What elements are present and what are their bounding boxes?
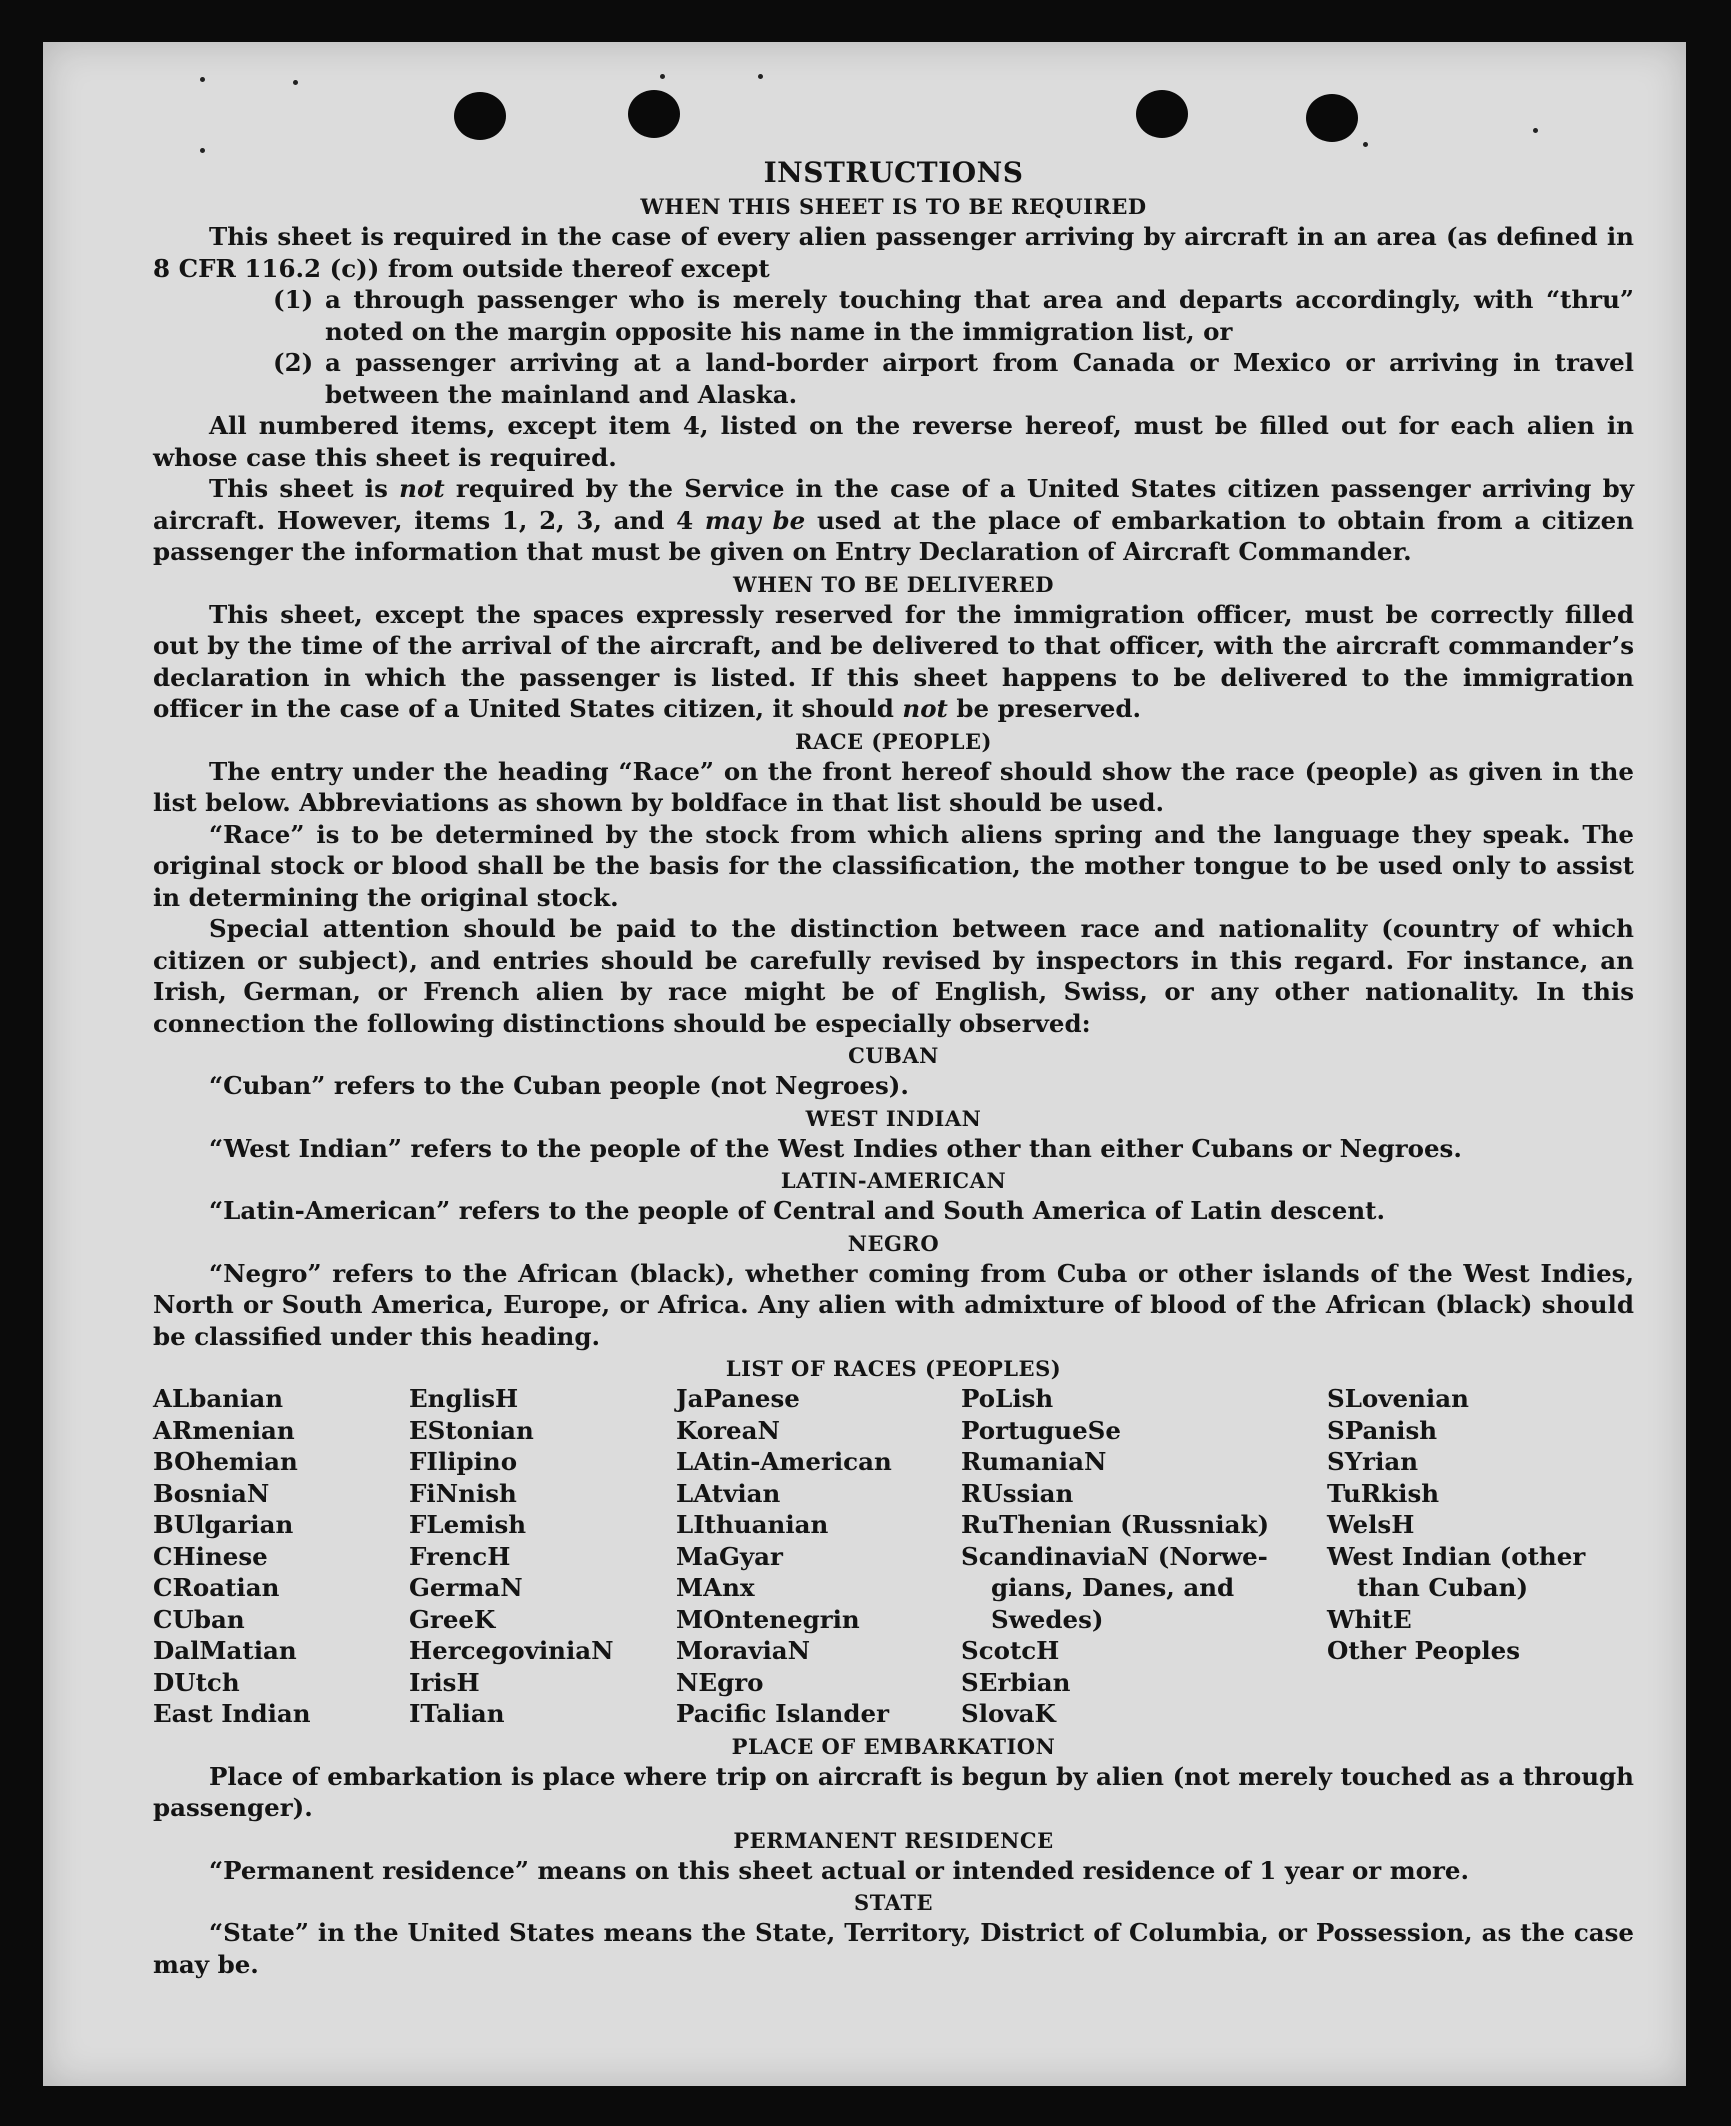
speck xyxy=(758,74,763,79)
heading-latin-american: LATIN-AMERICAN xyxy=(780,1168,1007,1193)
race-entry: SlovaK xyxy=(961,1699,1056,1728)
heading-permanent-residence: PERMANENT RESIDENCE xyxy=(733,1827,1054,1853)
race-entry: gians, Danes, and xyxy=(991,1573,1235,1602)
race-entry: ALbanian xyxy=(153,1384,284,1413)
race-entry: LAtin-American xyxy=(676,1447,892,1476)
speck xyxy=(200,77,205,82)
heading-when-required: WHEN THIS SHEET IS TO BE REQUIRED xyxy=(640,194,1147,219)
race-entry: FLemish xyxy=(409,1510,527,1539)
paragraph: “Cuban” refers to the Cuban people (not Negroes). xyxy=(209,1071,909,1100)
paragraph: This sheet is required in the case of every alien passenger arriving by aircraft in an area (as defined in 8 CFR 116.2 (c)) from outside thereof except xyxy=(153,222,1634,283)
paragraph: All numbered items, except item 4, listed on the reverse hereof, must be filled out for each alien in whose case this sheet is required. xyxy=(153,411,1634,472)
race-entry: PoLish xyxy=(961,1384,1054,1413)
race-entry: BOhemian xyxy=(153,1447,298,1476)
races-column xyxy=(961,1383,1327,1730)
race-entry: TuRkish xyxy=(1327,1478,1440,1508)
instructions-content xyxy=(153,114,1634,1980)
race-entry: West Indian (other xyxy=(1327,1541,1586,1571)
race-entry: LIthuanian xyxy=(676,1510,829,1539)
race-entry: ScandinaviaN (Norwe- xyxy=(961,1541,1268,1571)
race-entry: MOntenegrin xyxy=(676,1604,860,1634)
race-entry: SErbian xyxy=(961,1667,1071,1697)
item-text: a through passenger who is merely touching that area and departs accordingly, with “thru” noted on the margin opposite his name in the immigration list, or xyxy=(325,285,1634,346)
races-column xyxy=(409,1383,676,1730)
race-entry: SLovenian xyxy=(1327,1384,1469,1413)
race-entry: Other Peoples xyxy=(1327,1636,1521,1665)
list-item xyxy=(153,347,1634,410)
race-entry: BosniaN xyxy=(153,1478,270,1508)
item-number: (2) xyxy=(273,348,314,377)
races-list xyxy=(153,1383,1634,1730)
heading-cuban: CUBAN xyxy=(848,1043,939,1068)
paragraph: Special attention should be paid to the distinction between race and nationality (country of which citizen or subject), and entries should be carefully revised by inspectors in this regard. For instance, an Irish, German, or French alien by race might be of English, Swiss, or any other nationality. In this connection the following distinctions should be especially observed: xyxy=(153,914,1634,1038)
race-entry: MoraviaN xyxy=(676,1636,811,1665)
race-entry: FrencH xyxy=(409,1541,511,1571)
heading-negro: NEGRO xyxy=(847,1230,940,1256)
document-page xyxy=(43,42,1686,2086)
race-entry: DUtch xyxy=(153,1667,240,1697)
race-entry: East Indian xyxy=(153,1699,311,1728)
paragraph: “Negro” refers to the African (black), whether coming from Cuba or other islands of the West Indies, North or South America, Europe, or Africa. Any alien with admixture of blood of the African (black) should be classified under this heading. xyxy=(153,1258,1634,1351)
heading-when-delivered: WHEN TO BE DELIVERED xyxy=(732,571,1054,597)
paragraph: “Permanent residence” means on this sheet actual or intended residence of 1 year or more. xyxy=(209,1855,1470,1885)
race-entry: WelsH xyxy=(1327,1510,1415,1539)
race-entry: BUlgarian xyxy=(153,1510,294,1539)
race-entry: Swedes) xyxy=(991,1604,1104,1634)
item-number: (1) xyxy=(273,285,314,314)
race-entry: WhitE xyxy=(1327,1604,1412,1634)
race-entry: MaGyar xyxy=(676,1541,783,1571)
item-text: a passenger arriving at a land-border airport from Canada or Mexico or arriving in travel between the mainland and Alaska. xyxy=(325,348,1634,409)
races-column xyxy=(676,1383,961,1730)
race-entry: EStonian xyxy=(409,1415,534,1445)
paragraph: The entry under the heading “Race” on the front hereof should show the race (people) as given in the list below. Abbreviations as shown by boldface in that list should be used. xyxy=(153,756,1634,817)
race-entry: DalMatian xyxy=(153,1636,297,1665)
race-entry: ARmenian xyxy=(153,1415,295,1445)
race-entry: RuThenian (Russniak) xyxy=(961,1510,1270,1539)
speck xyxy=(293,80,298,85)
race-entry: FIlipino xyxy=(409,1447,518,1476)
race-entry: NEgro xyxy=(676,1667,764,1697)
paragraph: “Latin-American” refers to the people of Central and South America of Latin descent. xyxy=(209,1196,1385,1225)
race-entry: SYrian xyxy=(1327,1447,1419,1476)
paragraph: Place of embarkation is place where trip on aircraft is begun by alien (not merely touched as a through passenger). xyxy=(153,1761,1634,1822)
speck xyxy=(660,74,665,79)
race-entry: ITalian xyxy=(409,1699,505,1728)
paragraph: This sheet is not required by the Service in the case of a United States citizen passenger arriving by aircraft. However, items 1, 2, 3, and 4 may be used at the place of embarkation to obtain from a citizen passenger the information that must be given on Entry Declaration of Aircraft Commander. xyxy=(153,474,1634,566)
race-entry: ScotcH xyxy=(961,1636,1060,1665)
heading-place-of-embarkation: PLACE OF EMBARKATION xyxy=(731,1733,1056,1759)
paragraph: “West Indian” refers to the people of the West Indies other than either Cubans or Negroes. xyxy=(209,1133,1462,1163)
race-entry: MAnx xyxy=(676,1573,755,1602)
race-entry: SPanish xyxy=(1327,1415,1438,1445)
race-entry: RUssian xyxy=(961,1478,1074,1508)
races-column xyxy=(1327,1383,1634,1730)
race-entry: FiNnish xyxy=(409,1478,517,1508)
page-title: INSTRUCTIONS xyxy=(763,156,1024,189)
races-column xyxy=(153,1383,409,1730)
race-entry: IrisH xyxy=(409,1667,480,1697)
paragraph: This sheet, except the spaces expressly reserved for the immigration officer, must be correctly filled out by the time of the arrival of the aircraft, and be delivered to that officer, with the aircraft commander’s declaration in which the passenger is listed. If this sheet happens to be delivered to the immigration officer in the case of a United States citizen, it should not be preserved. xyxy=(153,599,1634,723)
race-entry: RumaniaN xyxy=(961,1447,1107,1476)
heading-list-of-races: LIST OF RACES (PEOPLES) xyxy=(725,1356,1062,1381)
race-entry: Pacific Islander xyxy=(676,1699,889,1728)
race-entry: CUban xyxy=(153,1604,245,1634)
list-item xyxy=(153,284,1634,347)
paragraph: “State” in the United States means the State, Territory, District of Columbia, or Possession, as the case may be. xyxy=(153,1918,1634,1979)
race-entry: PortugueSe xyxy=(961,1415,1121,1445)
paragraph: “Race” is to be determined by the stock from which aliens spring and the language they speak. The original stock or blood shall be the basis for the classification, the mother tongue to be used only to assist in determining the original stock. xyxy=(153,819,1634,912)
race-entry: EnglisH xyxy=(409,1384,519,1413)
race-entry: GermaN xyxy=(409,1573,523,1602)
heading-state: STATE xyxy=(854,1890,933,1915)
heading-race: RACE (PEOPLE) xyxy=(795,728,992,754)
race-entry: HercegoviniaN xyxy=(409,1636,614,1665)
race-entry: than Cuban) xyxy=(1357,1573,1529,1602)
race-entry: GreeK xyxy=(409,1604,496,1634)
race-entry: CRoatian xyxy=(153,1573,280,1602)
race-entry: KoreaN xyxy=(676,1415,780,1445)
race-entry: JaPanese xyxy=(676,1384,800,1413)
race-entry: LAtvian xyxy=(676,1478,781,1508)
race-entry: CHinese xyxy=(153,1541,268,1571)
heading-west-indian: WEST INDIAN xyxy=(805,1105,982,1131)
